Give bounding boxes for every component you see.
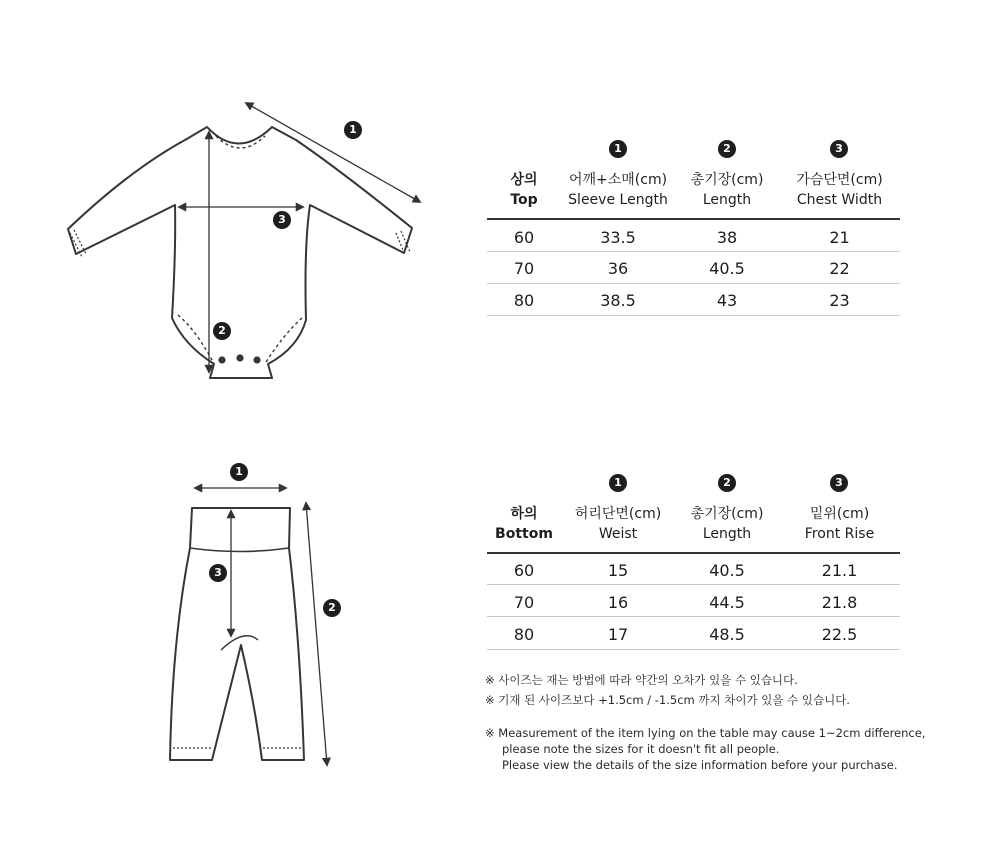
- table-cell: 23: [829, 291, 850, 310]
- column-header-sleeve: [561, 140, 675, 220]
- waist-marker-badge: 1: [230, 463, 248, 481]
- garment-illustrations: [0, 0, 470, 860]
- column-header-length: [675, 140, 779, 220]
- column-label-en: Length: [702, 526, 752, 542]
- table-cell: 21: [829, 228, 850, 247]
- row-divider: [487, 251, 900, 252]
- column-badge: 2: [718, 140, 736, 158]
- table-cell-size: 80: [513, 291, 535, 310]
- column-badge: 1: [609, 474, 627, 492]
- column-label-en: Length: [702, 192, 752, 208]
- column-label-en: Sleeve Length: [568, 192, 668, 208]
- row-divider: [487, 616, 900, 617]
- table-cell: 43: [716, 291, 738, 310]
- note-kr-line-1: ※ 사이즈는 재는 방법에 따라 약간의 오차가 있을 수 있습니다.: [485, 673, 798, 687]
- rise-marker-badge: 3: [209, 564, 227, 582]
- table-cell: 17: [607, 625, 629, 644]
- category-label-en: Top: [510, 192, 538, 208]
- column-label-kr: 어깨+소매(cm): [568, 172, 668, 188]
- note-kr-line-2: ※ 기재 된 사이즈보다 +1.5cm / -1.5cm 까지 차이가 있을 수 있습니다.: [485, 693, 850, 707]
- table-cell: 21.8: [821, 593, 858, 612]
- column-header-length: [675, 474, 779, 554]
- column-header-chest: [779, 140, 900, 220]
- category-label-en: Bottom: [495, 526, 553, 542]
- length-marker-badge: 2: [213, 322, 231, 340]
- column-badge: 2: [718, 474, 736, 492]
- column-label-kr: 허리단면(cm): [574, 506, 662, 522]
- table-cell: 16: [607, 593, 629, 612]
- pants-length-marker-badge: 2: [323, 599, 341, 617]
- column-label-kr: 총기장(cm): [690, 506, 764, 522]
- table-cell: 22: [829, 259, 850, 278]
- bodysuit-illustration: [68, 127, 412, 378]
- column-badge: 3: [830, 140, 848, 158]
- row-divider: [487, 315, 900, 316]
- column-label-en: Chest Width: [796, 192, 883, 208]
- header-divider: [487, 218, 900, 220]
- column-label-kr: 총기장(cm): [690, 172, 764, 188]
- table-cell: 40.5: [709, 259, 745, 278]
- column-label-en: Weist: [598, 526, 638, 542]
- category-label-kr: 상의: [510, 172, 538, 188]
- column-label-kr: 밑위(cm): [809, 506, 870, 522]
- table-cell-size: 70: [513, 593, 535, 612]
- column-label-en: Front Rise: [804, 526, 875, 542]
- column-label-kr: 가슴단면(cm): [796, 172, 883, 188]
- column-badge: 1: [609, 140, 627, 158]
- row-divider: [487, 649, 900, 650]
- chest-marker-badge: 3: [273, 211, 291, 229]
- table-cell: 40.5: [709, 561, 745, 580]
- table-cell: 15: [607, 561, 629, 580]
- table-cell: 33.5: [600, 228, 636, 247]
- table-cell-size: 80: [513, 625, 535, 644]
- size-header: [487, 474, 561, 554]
- row-divider: [487, 283, 900, 284]
- column-badge: 3: [830, 474, 848, 492]
- table-cell: 22.5: [821, 625, 858, 644]
- note-en-line-2: please note the sizes for it doesn't fit all people.: [502, 742, 780, 756]
- row-divider: [487, 584, 900, 585]
- table-cell: 21.1: [821, 561, 858, 580]
- column-header-waist: [561, 474, 675, 554]
- table-cell-size: 60: [513, 228, 535, 247]
- table-cell: 48.5: [709, 625, 745, 644]
- category-label-kr: 하의: [510, 506, 538, 522]
- note-en-line-3: Please view the details of the size information before your purchase.: [502, 758, 898, 772]
- sleeve-marker-badge: 1: [344, 121, 362, 139]
- table-cell-size: 70: [513, 259, 535, 278]
- pants-illustration: [170, 508, 304, 760]
- table-cell: 44.5: [709, 593, 745, 612]
- column-header-rise: [779, 474, 900, 554]
- note-en-line-1: ※ Measurement of the item lying on the table may cause 1~2cm difference,: [485, 726, 926, 740]
- table-cell: 38: [716, 228, 738, 247]
- table-cell: 38.5: [600, 291, 636, 310]
- header-divider: [487, 552, 900, 554]
- table-cell-size: 60: [513, 561, 535, 580]
- size-header: [487, 140, 561, 220]
- table-cell: 36: [607, 259, 629, 278]
